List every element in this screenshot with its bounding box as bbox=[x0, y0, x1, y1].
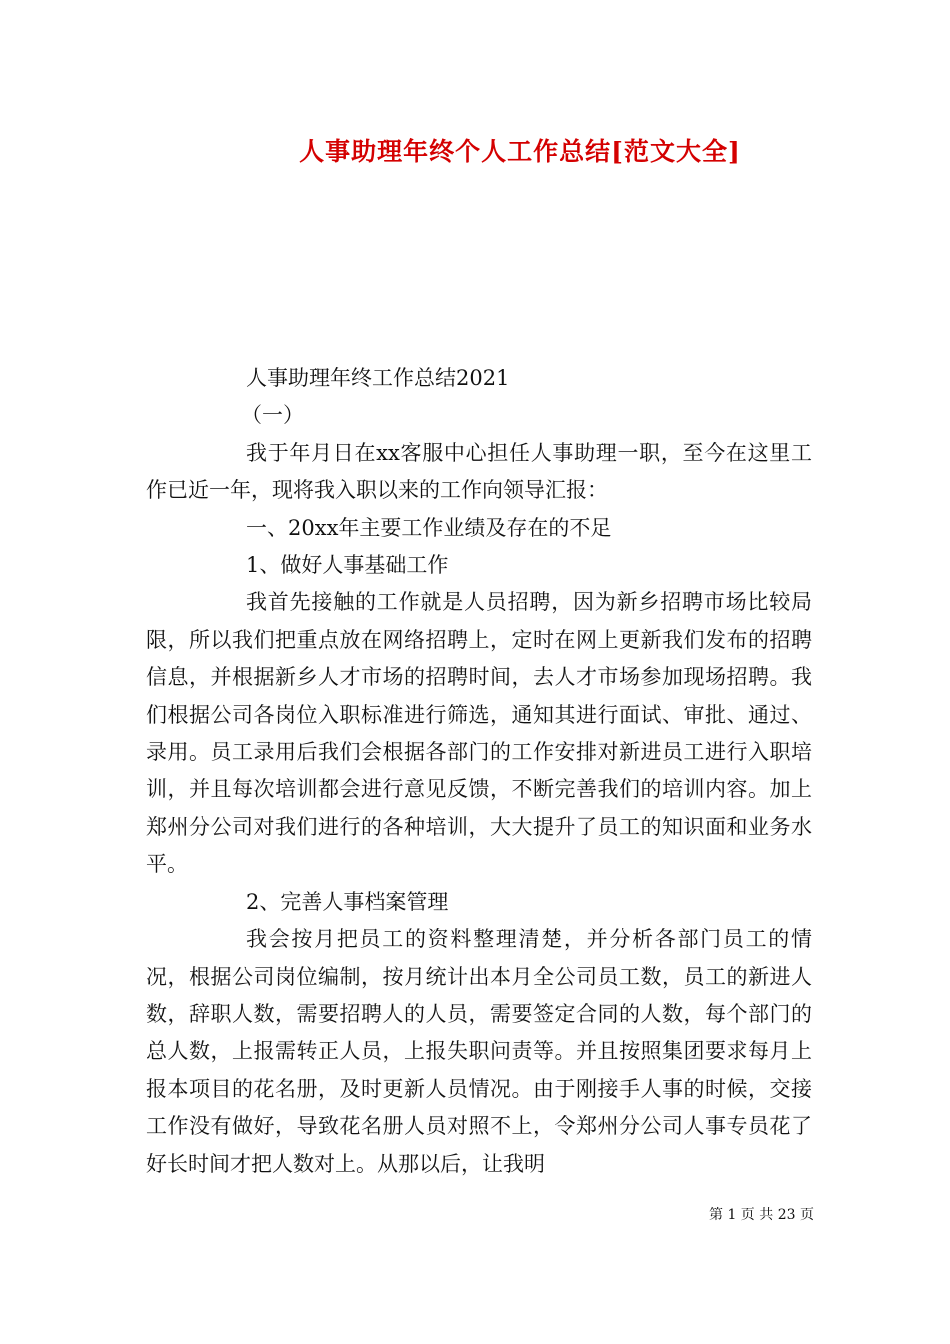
heading-archive-management: 2、完善人事档案管理 bbox=[246, 889, 449, 914]
page-number: 第 1 页 共 23 页 bbox=[709, 1207, 814, 1223]
document-subtitle: 人事助理年终工作总结2021 bbox=[246, 366, 510, 390]
paragraph-archive: 我会按月把员工的资料整理清楚，并分析各部门员工的情况，根据公司岗位编制，按月统计出本月全公司员工数，员工的新进人数，辞职人数，需要招聘人的人员，需要签定合同的人数，每个部门的总人数，上报需转正人员，上报失职问责等。并且按照集团要求每月上报本项目的花名册，及时更新人员情况。由于刚接手人事的时候，交接工作没有做好，导致花名册人员对照不上，令郑州分公司人事专员花了好长时间才把人数对上。从那以后，让我明 bbox=[146, 927, 812, 1176]
document-body bbox=[146, 360, 812, 1183]
paragraph-intro: 我于年月日在xx客服中心担任人事助理一职，至今在这里工作已近一年，现将我入职以来的工作向领导汇报： bbox=[146, 440, 812, 503]
document-title: 人事助理年终个人工作总结[范文大全] bbox=[299, 137, 741, 166]
section-mark: （一） bbox=[241, 403, 304, 428]
heading-hr-basics: 1、做好人事基础工作 bbox=[246, 553, 449, 578]
paragraph-recruitment: 我首先接触的工作就是人员招聘，因为新乡招聘市场比较局限，所以我们把重点放在网络招聘上，定时在网上更新我们发布的招聘信息，并根据新乡人才市场的招聘时间，去人才市场参加现场招聘。我们根据公司各岗位入职标准进行筛选，通知其进行面试、审批、通过、录用。员工录用后我们会根据各部门的工作安排对新进员工进行入职培训，并且每次培训都会进行意见反馈，不断完善我们的培训内容。加上郑州分公司对我们进行的各种培训，大大提升了员工的知识面和业务水平。 bbox=[146, 590, 812, 877]
heading-main-achievements: 一、20xx年主要工作业绩及存在的不足 bbox=[246, 515, 612, 540]
